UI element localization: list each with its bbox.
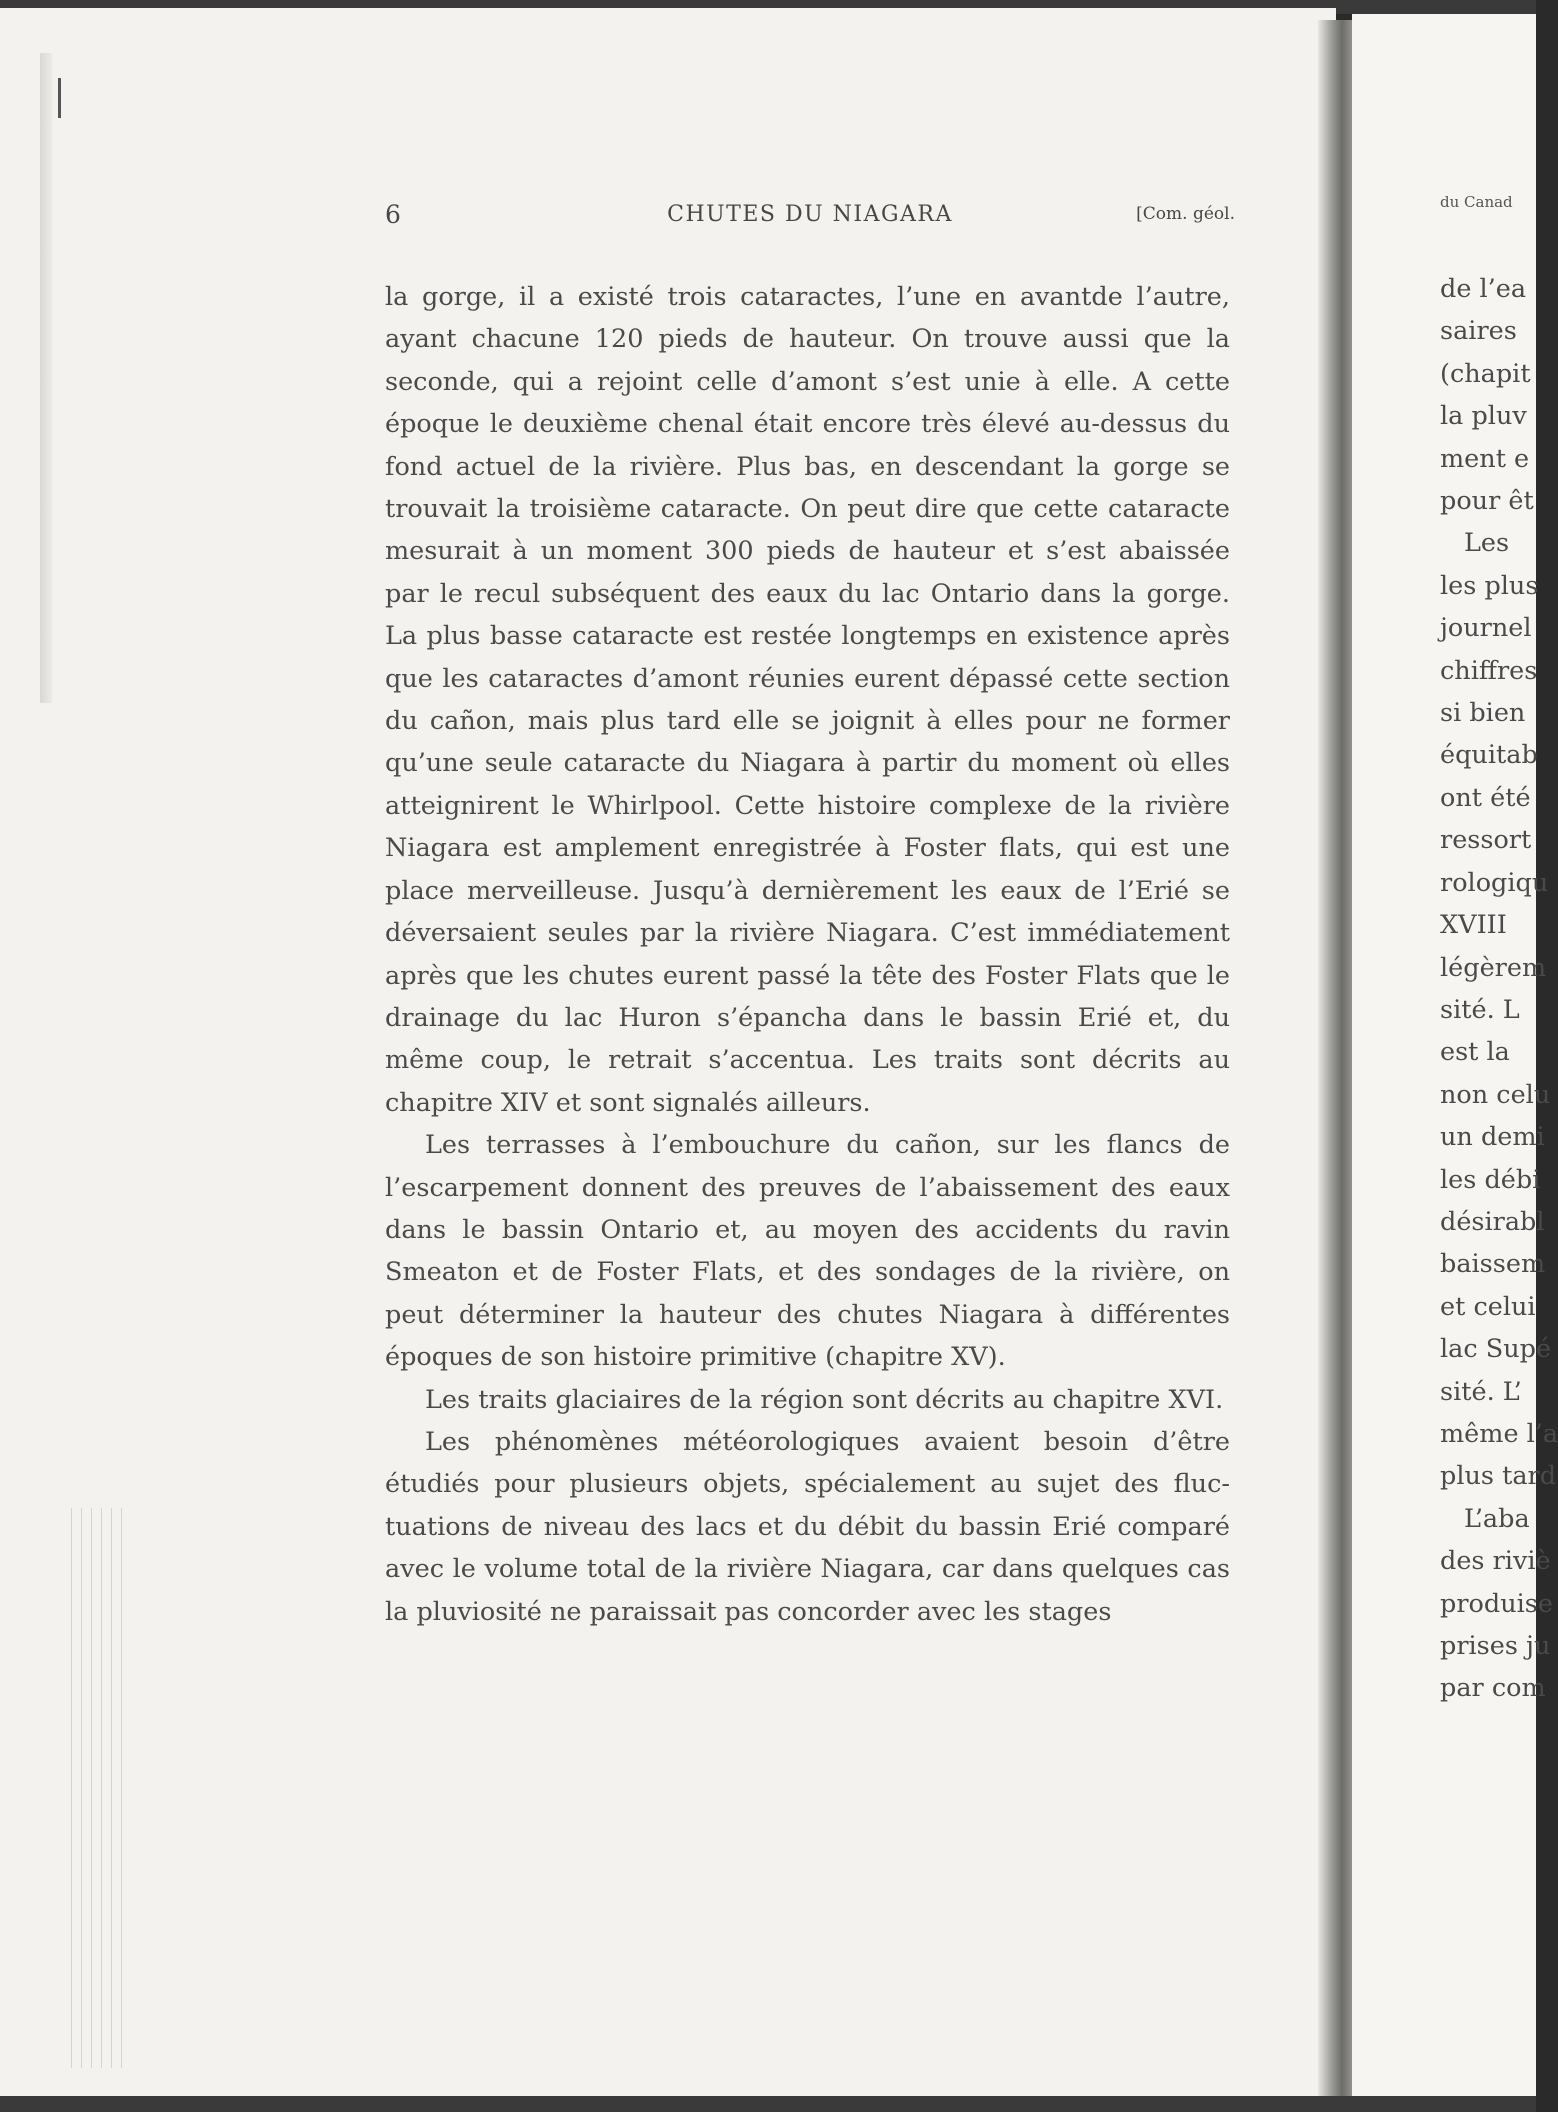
page-edge-lines [62,1508,122,2068]
facing-line: chiffres [1440,655,1538,686]
paragraph: Les traits glaciaires de la région sont décrits au chapitre XVI. [425,1384,1224,1415]
facing-line: ressort [1440,825,1532,856]
facing-line: la pluv [1440,401,1527,432]
facing-line: (chapit [1440,358,1531,389]
facing-line: sité. L [1440,994,1520,1025]
facing-line: lac Supé [1440,1334,1552,1365]
facing-line: un demi [1440,1122,1545,1153]
body-text [385,276,1230,1633]
facing-line: de l’ea [1440,274,1527,304]
facing-line: prises ju [1440,1631,1551,1661]
facing-line: même l’a [1440,1418,1558,1449]
facing-line: et celui [1440,1291,1536,1322]
facing-line: équitab [1440,740,1538,771]
facing-line: les plus [1440,570,1539,601]
paragraph: la gorge, il a existé trois cataractes, l’une en avantde l’autre, ayant chacune 120 pieds de hauteur. On trouve aussi que la seconde, qui a rejoint celle d’amont s’est unie à elle. A cette époque le deuxième chenal était encore très élevé au-dessus du fond actuel de la rivière. Plus bas, en descendant la gorge se trouvait la troisième cataracte. On peut dire que cette cataracte mesurait à un moment 300 pieds de hauteur et s’est abaissée par le recul subséquent des eaux du lac Ontario dans la gorge. La plus basse cataracte est restée longtemps en existence après que les cataractes d’amont réunies eurent dépassé cette section du cañon, mais plus tard elle se joignit à elles pour ne former qu’une seule cataracte du Niagara à partir du moment où elles atteignirent le Whirlpool. Cette histoire complexe de la rivière Niagara est amplement enregistrée à Foster flats, qui est une place merveilleuse. Jusqu’à dernièrement les eaux de l’Erié se déversaient seules par la rivière Niagara. C’est immédiatement après que les chutes eurent passé la tête des Foster Flats que le drainage du lac Huron s’épancha dans le bassin Erié et, du même coup, le retrait s’accentua. Les traits sont décrits au chapitre XIV et sont signalés ailleurs. [385,282,1230,1118]
facing-line: les débi [1440,1164,1541,1195]
facing-line: ont été [1440,782,1531,813]
page-edge-strip [40,53,52,703]
facing-line: journel [1440,613,1532,644]
paragraph: Les phénomènes météorologiques avaient besoin d’être étudiés pour plusieurs objets, spécialement au sujet des fluctuations de niveau des lacs et du débit du bassin Erié comparé avec le volume total de la rivière Niagara, car dans quelques cas la pluviosité ne paraissait pas concorder avec les stages [385,1426,1230,1627]
facing-line: si bien [1440,698,1526,729]
paragraph: Les terrasses à l’embouchure du cañon, sur les flancs de l’escarpement donnent des preuves de l’abaissement des eaux dans le bassin Ontario et, au moyen des accidents du ravin Smeaton et de Foster Flats, et des sondages de la rivière, on peut déterminer la hauteur des chutes Niagara à différentes époques de son histoire primitive (chapitre XV). [385,1130,1230,1373]
running-note: [Com. géol. [1136,204,1235,224]
facing-line: désirabl [1440,1206,1545,1237]
facing-line: saires [1440,316,1517,347]
facing-line: légèrem [1440,952,1547,983]
running-title: CHUTES DU NIAGARA [667,202,953,227]
page-edge-mark [58,78,61,118]
facing-line: baissem [1440,1249,1546,1280]
facing-page-header: du Canad [1440,193,1513,211]
page-header [385,200,1235,234]
facing-line: plus tard [1440,1461,1557,1492]
left-page [0,8,1336,2104]
facing-line: pour êt [1440,486,1534,517]
facing-line: ment e [1440,443,1530,474]
facing-line: sité. L’ [1440,1376,1522,1407]
facing-line: L’aba [1464,1503,1530,1534]
facing-line: produise [1440,1588,1553,1619]
facing-line: XVIII [1440,910,1507,941]
facing-line: des riviè [1440,1546,1551,1577]
facing-line: par com [1440,1673,1546,1704]
facing-line: rologiqu [1440,867,1549,898]
facing-line: est la [1440,1037,1510,1068]
scanner-border-bottom [0,2096,1536,2112]
page-number: 6 [385,200,401,229]
facing-line: non celu [1440,1079,1551,1110]
facing-page-text [1440,192,1558,1710]
facing-line: Les [1464,528,1510,559]
